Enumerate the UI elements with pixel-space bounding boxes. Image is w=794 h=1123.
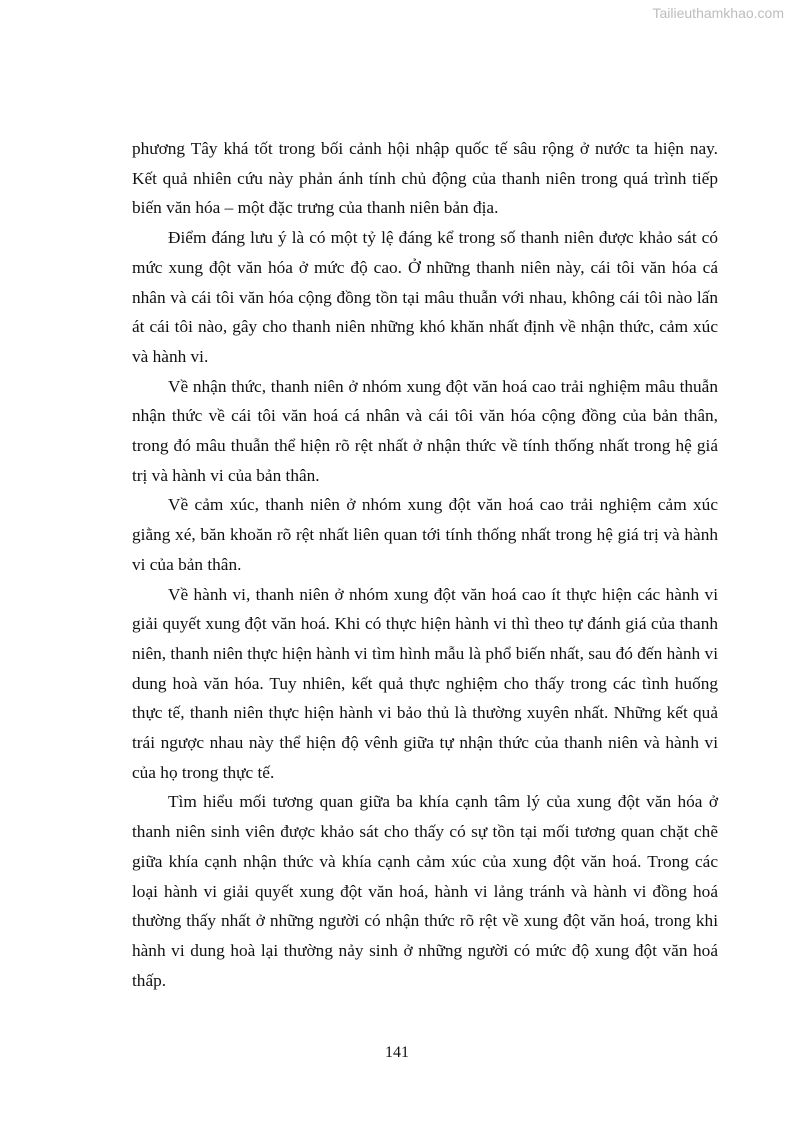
paragraph-emotion: Về cảm xúc, thanh niên ở nhóm xung đột văn hoá cao trải nghiệm cảm xúc giằng xé, băn khoăn rõ rệt nhất liên quan tới tính thống nhất trong hệ giá trị và hành vi của bản thân. — [132, 495, 718, 574]
paragraph-continuation: phương Tây khá tốt trong bối cảnh hội nhập quốc tế sâu rộng ở nước ta hiện nay. Kết quả nhiên cứu này phản ánh tính chủ động của thanh niên trong quá trình tiếp biến văn hóa – một đặc trưng của thanh niên bản địa. — [132, 139, 718, 218]
paragraph-behavior: Về hành vi, thanh niên ở nhóm xung đột văn hoá cao ít thực hiện các hành vi giải quyết xung đột văn hoá. Khi có thực hiện hành vi thì theo tự đánh giá của thanh niên, thanh niên thực hiện hành vi tìm hình mẫu là phổ biến nhất, sau đó đến hành vi dung hoà văn hóa. Tuy nhiên, kết quả thực nghiệm cho thấy trong các tình huống thực tế, thanh niên thực hiện hành vi bảo thủ là thường xuyên nhất. Những kết quả trái ngược nhau này thể hiện độ vênh giữa tự nhận thức của thanh niên và hành vi của họ trong thực tế. — [132, 584, 718, 782]
watermark: Tailieuthamkhao.com — [652, 5, 784, 21]
paragraph-notable-conflict: Điểm đáng lưu ý là có một tỷ lệ đáng kể trong số thanh niên được khảo sát có mức xung đột văn hóa ở mức độ cao. Ở những thanh niên này, cái tôi văn hóa cá nhân và cái tôi văn hóa cộng đồng tồn tại mâu thuẫn với nhau, không cái tôi nào lấn át cái tôi nào, gây cho thanh niên những khó khăn nhất định về nhận thức, cảm xúc và hành vi. — [132, 228, 718, 366]
page-number: 141 — [385, 1044, 409, 1061]
document-body — [132, 134, 718, 995]
paragraph-correlation: Tìm hiểu mối tương quan giữa ba khía cạnh tâm lý của xung đột văn hóa ở thanh niên sinh viên được khảo sát cho thấy có sự tồn tại mối tương quan chặt chẽ giữa khía cạnh nhận thức và khía cạnh cảm xúc của xung đột văn hoá. Trong các loại hành vi giải quyết xung đột văn hoá, hành vi lảng tránh và hành vi đồng hoá thường thấy nhất ở những người có nhận thức rõ rệt về xung đột văn hoá, trong khi hành vi dung hoà lại thường nảy sinh ở những người có mức độ xung đột văn hoá thấp. — [132, 792, 718, 990]
paragraph-cognition: Về nhận thức, thanh niên ở nhóm xung đột văn hoá cao trải nghiệm mâu thuẫn nhận thức về cái tôi văn hoá cá nhân và cái tôi văn hóa cộng đồng của bản thân, trong đó mâu thuẫn thể hiện rõ rệt nhất ở nhận thức về tính thống nhất trong hệ giá trị và hành vi của bản thân. — [132, 376, 718, 485]
